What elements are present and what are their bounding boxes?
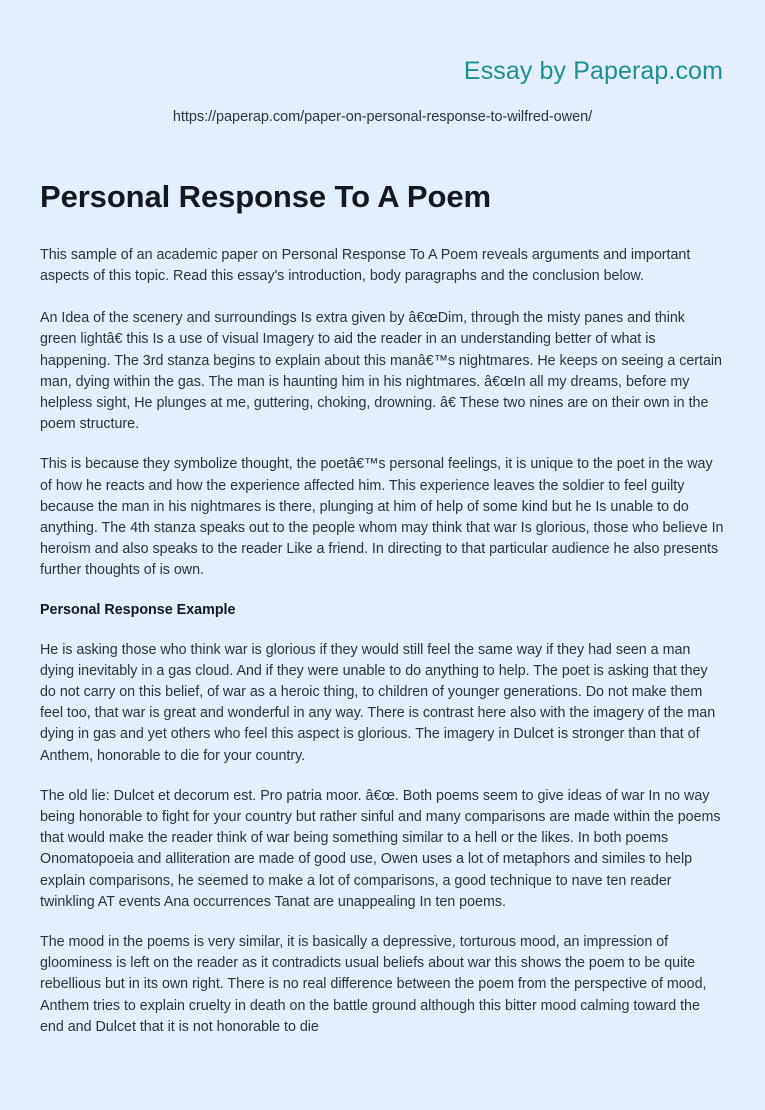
article-lead-paragraph: This sample of an academic paper on Personal Response To A Poem reveals arguments and important aspects of this topic. Read this essay's introduction, body paragraphs and the conclusion below.: [40, 246, 691, 284]
source-url[interactable]: https://paperap.com/paper-on-personal-response-to-wilfred-owen/: [172, 108, 593, 125]
article-paragraph: He is asking those who think war is glorious if they would still feel the same way if they had seen a man dying inevitably in a gas cloud. And if they were unable to do anything to help. The poet is asking that they do not carry on this belief, of war as a heroic thing, to children of younger generations. Do not make them feel too, that war is great and wonderful in any way. There is contrast here also with the imagery of the man dying in gas and yet others who feel this aspect is glorious. The imagery in Dulcet is stronger than that of Anthem, honorable to die for your country.: [40, 641, 716, 764]
article-paragraph: An Idea of the scenery and surroundings Is extra given by â€œDim, through the misty panes and think green lightâ€ this Is a use of visual Imagery to aid the reader in an understanding better of what is happening. The 3rd stanza begins to explain about this manâ€™s nightmares. He keeps on seeing a certain man, dying within the gas. The man is haunting him in his nightmares. â€œIn all my dreams, before my helpless sight, He plunges at me, guttering, choking, drowning. â€ These two nines are on their own in the poem structure.: [40, 310, 722, 433]
page-title: Personal Response To A Poem: [40, 178, 491, 214]
masthead: [0, 0, 765, 86]
article-paragraph: The mood in the poems is very similar, it is basically a depressive, torturous mood, an impression of gloominess is left on the reader as it contradicts usual beliefs about war this shows the poem to be quite rebellious but in its own right. There is no real difference between the poem from the perspective of mood, Anthem tries to explain cruelty in death on the battle ground although this bitter mood calming toward the end and Dulcet that it is not honorable to die: [40, 933, 707, 1035]
section-subheading: Personal Response Example: [40, 601, 236, 618]
article-paragraph: This is because they symbolize thought, the poetâ€™s personal feelings, it is unique to the poet in the way of how he reacts and how the experience affected him. This experience leaves the soldier to feel guilty because the man in his nightmares is there, plunging at him of help of some kind but he Is unable to do anything. The 4th stanza speaks out to the people whom may think that war Is glorious, those who believe In heroism and also speaks to the reader Like a friend. In directing to that particular audience he also presents further thoughts of is own.: [40, 456, 724, 579]
source-url-bar: [0, 108, 765, 126]
brand-title: Essay by Paperap.com: [463, 57, 723, 85]
article-body: [0, 178, 765, 1038]
article-paragraph: The old lie: Dulcet et decorum est. Pro patria moor. â€œ. Both poems seem to give ideas of war In no way being honorable to fight for your country but rather sinful and many comparisons are made within the poems that would make the reader think of war being something similar to a hell or the likes. In both poems Onomatopoeia and alliteration are made of good use, Owen uses a lot of metaphors and similes to help explain comparisons, he seemed to make a lot of comparisons, a good technique to nave ten reader twinkling AT events Ana occurrences Tanat are unappealing In ten poems.: [40, 787, 721, 910]
